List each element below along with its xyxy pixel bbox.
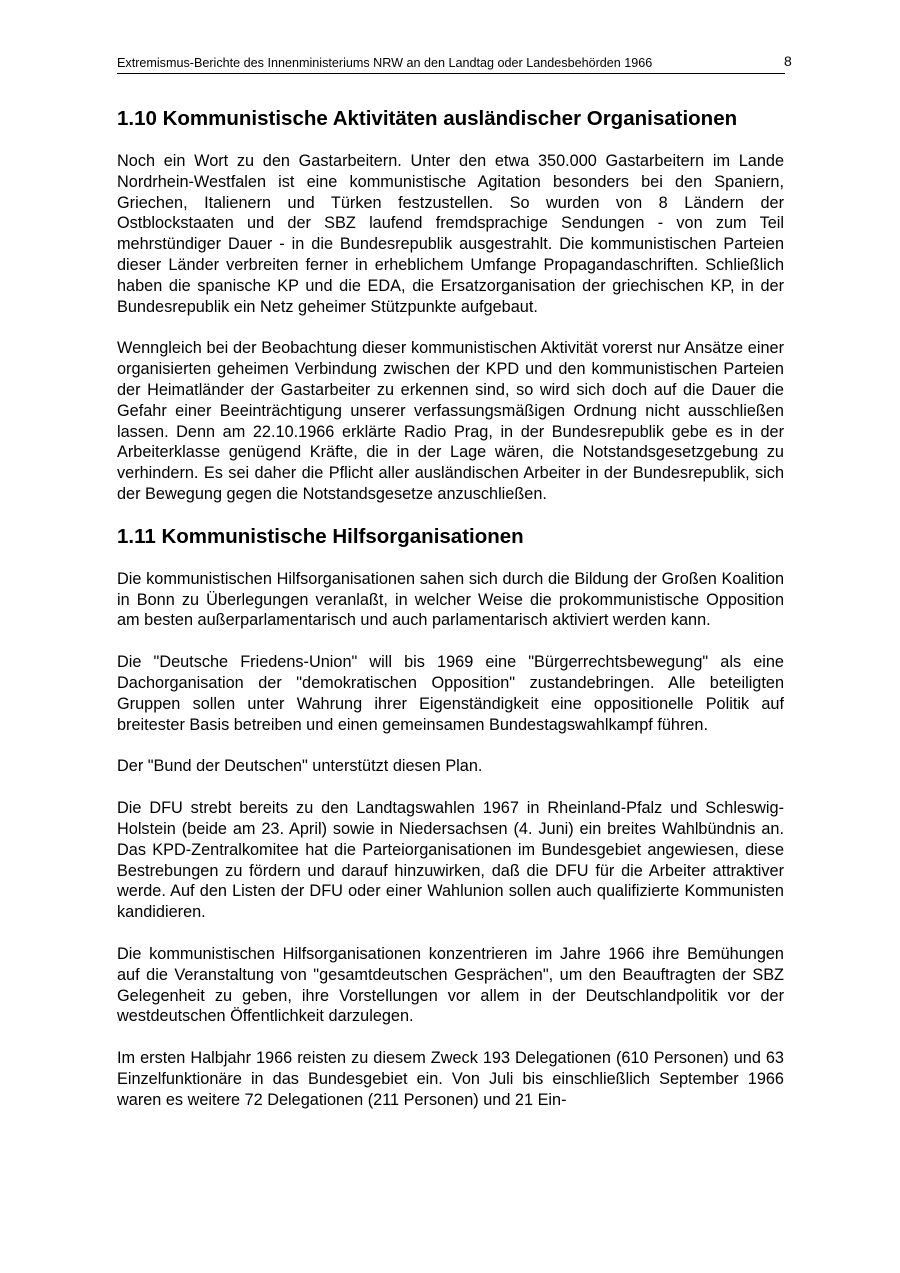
section-heading-1-10: 1.10 Kommunistische Aktivitäten ausländischer Organisationen bbox=[117, 107, 738, 130]
paragraph: Die kommunistischen Hilfsorganisationen konzentrieren im Jahre 1966 ihre Bemühungen auf die Veranstaltung von "gesamtdeutschen Gesprächen", um den Beauftragten der SBZ Gelegenheit zu geben, ihre Vorstellungen vor allem in der Deutschlandpolitik vor der westdeutschen Öffentlichkeit darzulegen. bbox=[117, 944, 784, 1026]
paragraph: Noch ein Wort zu den Gastarbeitern. Unter den etwa 350.000 Gastarbeitern im Lande Nordrhein-Westfalen ist eine kommunistische Agitation besonders bei den Spaniern, Griechen, Italienern und Türken festzustellen. So wurden von 8 Ländern der Ostblockstaaten und der SBZ laufend fremdsprachige Sendungen - von zum Teil mehrstündiger Dauer - in die Bundesrepublik ausgestrahlt. Die kommunistischen Parteien dieser Länder verbreiten ferner in erheblichem Umfange Propagandaschriften. Schließlich haben die spanische KP und die EDA, die Ersatzorganisation der griechischen KP, in der Bundesrepublik ein Netz geheimer Stützpunkte aufgebaut. bbox=[117, 152, 784, 316]
document-body bbox=[117, 104, 784, 1110]
running-header-title: Extremismus-Berichte des Innenministeriums NRW an den Landtag oder Landesbehörden 1966 bbox=[117, 56, 653, 70]
running-header bbox=[117, 52, 785, 74]
paragraph: Die kommunistischen Hilfsorganisationen sahen sich durch die Bildung der Großen Koalition in Bonn zu Überlegungen veranlaßt, in welcher Weise die prokommunistische Opposition am besten außerparlamentarisch und auch parlamentarisch aktiviert werden kann. bbox=[117, 569, 784, 630]
section-heading-1-11: 1.11 Kommunistische Hilfsorganisationen bbox=[117, 524, 524, 548]
paragraph: Im ersten Halbjahr 1966 reisten zu diesem Zweck 193 Delegationen (610 Personen) und 63 Einzelfunktionäre in das Bundesgebiet ein. Von Juli bis einschließlich September 1966 waren es weitere 72 Delegationen (211 Personen) und 21 Ein- bbox=[117, 1049, 784, 1109]
page-number: 8 bbox=[784, 53, 792, 69]
paragraph: Die DFU strebt bereits zu den Landtagswahlen 1967 in Rheinland-Pfalz und Schleswig-Holstein (beide am 23. April) sowie in Niedersachsen (4. Juni) ein breites Wahlbündnis an. Das KPD-Zentralkomitee hat die Parteiorganisationen im Bundesgebiet angewiesen, diese Bestrebungen zu fördern und darauf hinzuwirken, daß die DFU für die Arbeiter attraktiver werde. Auf den Listen der DFU oder einer Wahlunion sollen auch qualifizierte Kommunisten kandidieren. bbox=[117, 799, 784, 922]
paragraph: Der "Bund der Deutschen" unterstützt diesen Plan. bbox=[117, 757, 483, 776]
paragraph: Wenngleich bei der Beobachtung dieser kommunistischen Aktivität vorerst nur Ansätze einer organisierten geheimen Verbindung zwischen der KPD und den kommunistischen Parteien der Heimatländer der Gastarbeiter zu erkennen sind, so wird sich doch auf die Dauer die Gefahr einer Beeinträchtigung unserer verfassungsmäßigen Ordnung nicht ausschließen lassen. Denn am 22.10.1966 erklärte Radio Prag, in der Bundesrepublik gebe es in der Arbeiterklasse genügend Kräfte, die in der Lage wären, die Notstandsgesetzgebung zu verhindern. Es sei daher die Pflicht aller ausländischen Arbeiter in der Bundesrepublik, sich der Bewegung gegen die Notstandsgesetze anzuschließen. bbox=[117, 339, 784, 503]
paragraph: Die "Deutsche Friedens-Union" will bis 1969 eine "Bürgerrechtsbewegung" als eine Dachorganisation der "demokratischen Opposition" zustandebringen. Alle beteiligten Gruppen sollen unter Wahrung ihrer Eigenständigkeit eine oppositionelle Politik auf breitester Basis betreiben und einen gemeinsamen Bundestagswahlkampf führen. bbox=[117, 653, 784, 734]
